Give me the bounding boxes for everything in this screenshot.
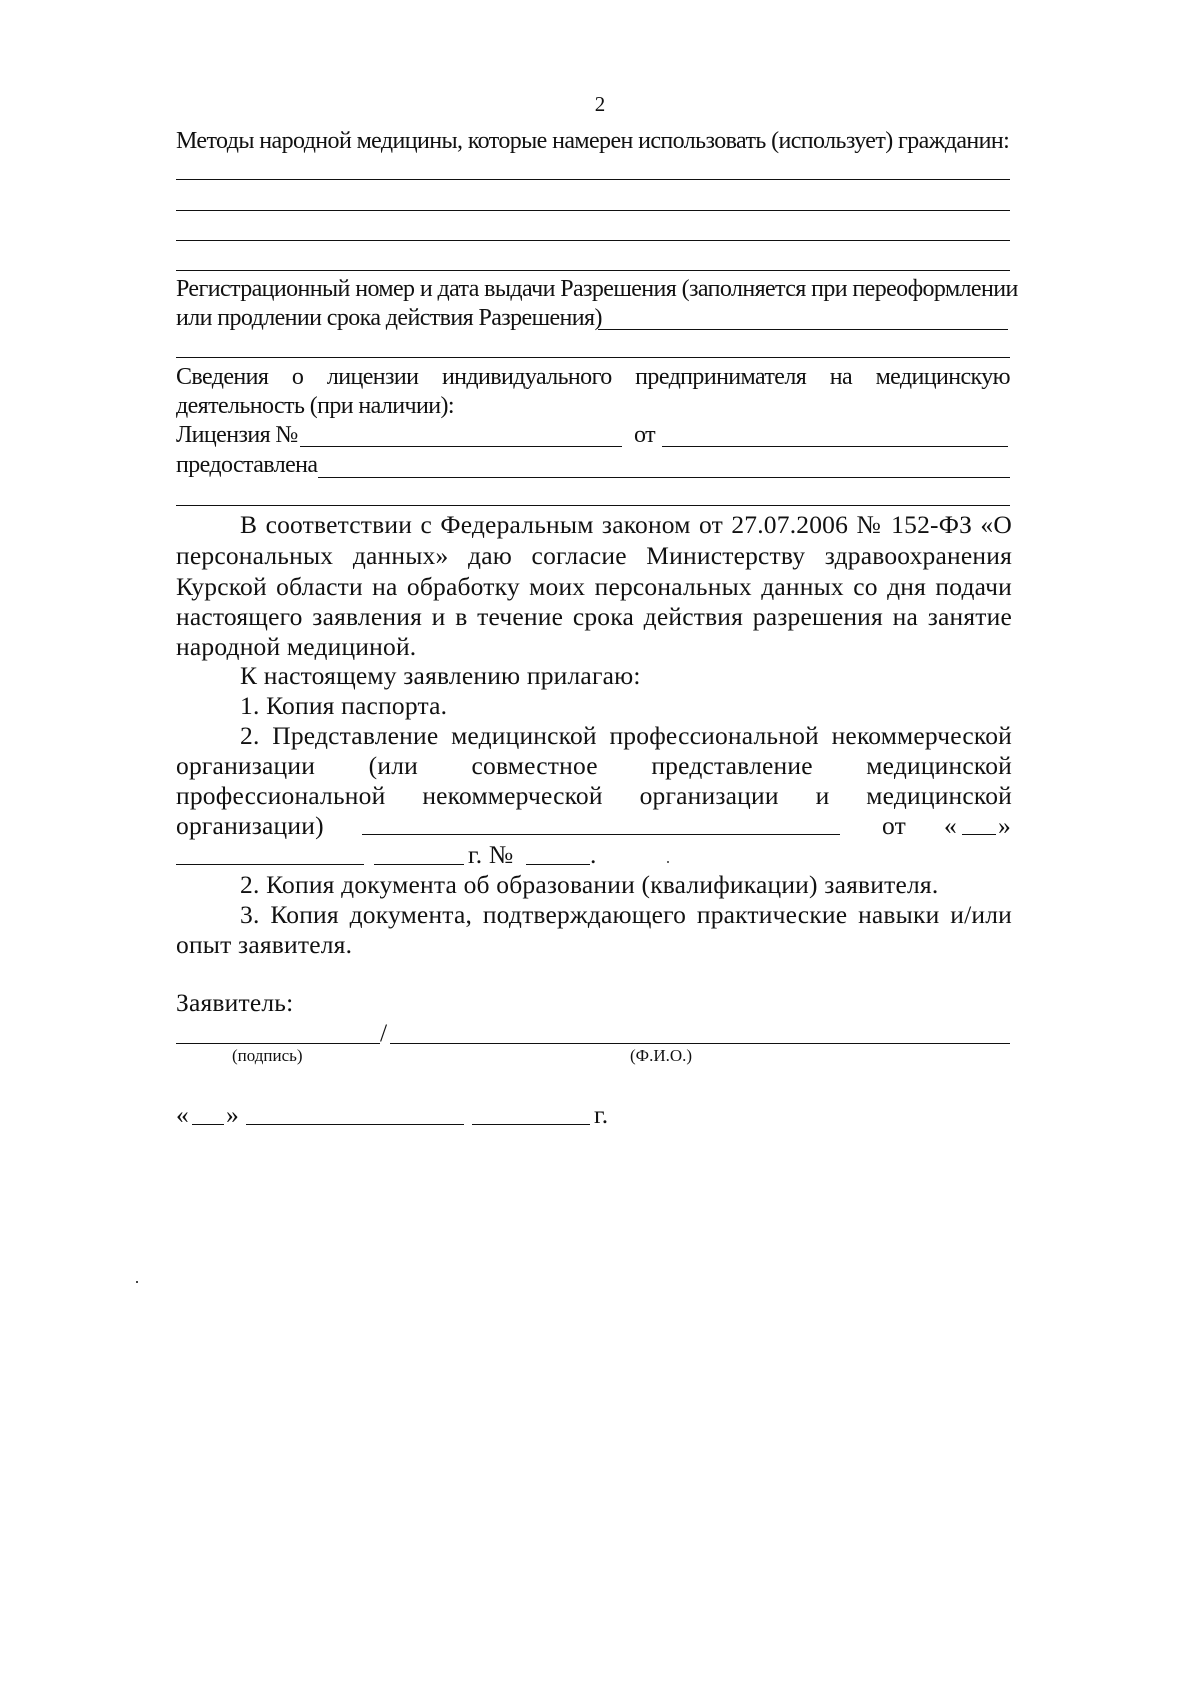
date-month-field[interactable] <box>246 1124 464 1125</box>
full-name-field[interactable] <box>390 1043 1010 1044</box>
attachment-year-no-label: г. № <box>468 840 514 869</box>
date-quote-open: « <box>176 1100 189 1129</box>
attachment-quote-close: » <box>998 811 1011 840</box>
attachment-number-field[interactable] <box>526 864 590 865</box>
attachment-from-label: от <box>882 811 906 840</box>
license-line-extra[interactable] <box>176 505 1010 506</box>
methods-line-4[interactable] <box>176 270 1010 271</box>
license-date-field[interactable] <box>662 446 1008 447</box>
license-granted-label: предоставлена <box>176 452 318 478</box>
scan-speck <box>136 1281 138 1283</box>
consent-line-3: Курской области на обработку моих персональных данных со дня подачи <box>176 572 1012 601</box>
methods-line-1[interactable] <box>176 179 1010 180</box>
consent-line-5: народной медициной. <box>176 632 417 661</box>
license-from-label: от <box>634 422 655 448</box>
attachment-item-2-line-1: 2. Представление медицинской профессиональной некоммерческой <box>240 721 1012 750</box>
methods-label: Методы народной медицины, которые намерен использовать (использует) гражданин: <box>176 128 1010 154</box>
license-number-field[interactable] <box>300 446 622 447</box>
page-number: 2 <box>594 92 606 116</box>
attachment-item-4-line-1: 3. Копия документа, подтверждающего практические навыки и/или <box>240 900 1012 929</box>
attachment-item-2-line-2: организации (или совместное представление медицинской <box>176 751 1012 780</box>
registration-field[interactable] <box>598 329 1008 330</box>
registration-label-line-2: или продлении срока действия Разрешения) <box>176 305 602 331</box>
license-number-label: Лицензия № <box>176 422 298 448</box>
signature-field[interactable] <box>176 1043 380 1044</box>
date-year-field[interactable] <box>472 1124 590 1125</box>
full-name-caption: (Ф.И.О.) <box>630 1046 693 1065</box>
registration-label-line-1: Регистрационный номер и дата выдачи Разрешения (заполняется при переоформлении <box>176 276 1018 302</box>
methods-line-2[interactable] <box>176 210 1010 211</box>
attachments-intro: К настоящему заявлению прилагаю: <box>240 661 641 690</box>
attachment-day-field[interactable] <box>962 834 996 835</box>
attachment-month-field[interactable] <box>176 864 364 865</box>
methods-line-3[interactable] <box>176 240 1010 241</box>
signature-caption: (подпись) <box>232 1046 303 1065</box>
attachment-item-3: 2. Копия документа об образовании (квалификации) заявителя. <box>240 870 939 899</box>
signature-slash: / <box>380 1018 388 1047</box>
license-intro-line-1: Сведения о лицензии индивидуального предпринимателя на медицинскую <box>176 364 1010 390</box>
attachment-period: . <box>590 840 597 869</box>
attachment-item-2-org-label: организации) <box>176 811 324 840</box>
attachment-item-1: 1. Копия паспорта. <box>240 691 448 720</box>
license-granted-field[interactable] <box>318 477 1010 478</box>
date-year-suffix: г. <box>594 1100 609 1129</box>
consent-line-1: В соответствии с Федеральным законом от 27.07.2006 № 152-ФЗ «О <box>240 510 1012 539</box>
date-quote-close: » <box>226 1100 239 1129</box>
scan-speck <box>667 861 669 863</box>
registration-line-extra[interactable] <box>176 357 1010 358</box>
consent-line-4: настоящего заявления и в течение срока действия разрешения на занятие <box>176 602 1012 631</box>
license-intro-line-2: деятельность (при наличии): <box>176 393 454 419</box>
attachment-org-field[interactable] <box>362 834 840 835</box>
consent-line-2: персональных данных» даю согласие Министерству здравоохранения <box>176 541 1012 570</box>
attachment-item-4-line-2: опыт заявителя. <box>176 930 353 959</box>
attachment-quote-open: « <box>944 811 957 840</box>
attachment-year-field[interactable] <box>374 864 464 865</box>
date-day-field[interactable] <box>192 1124 224 1125</box>
attachment-item-2-line-3: профессиональной некоммерческой организации и медицинской <box>176 781 1012 810</box>
applicant-label: Заявитель: <box>176 988 294 1017</box>
